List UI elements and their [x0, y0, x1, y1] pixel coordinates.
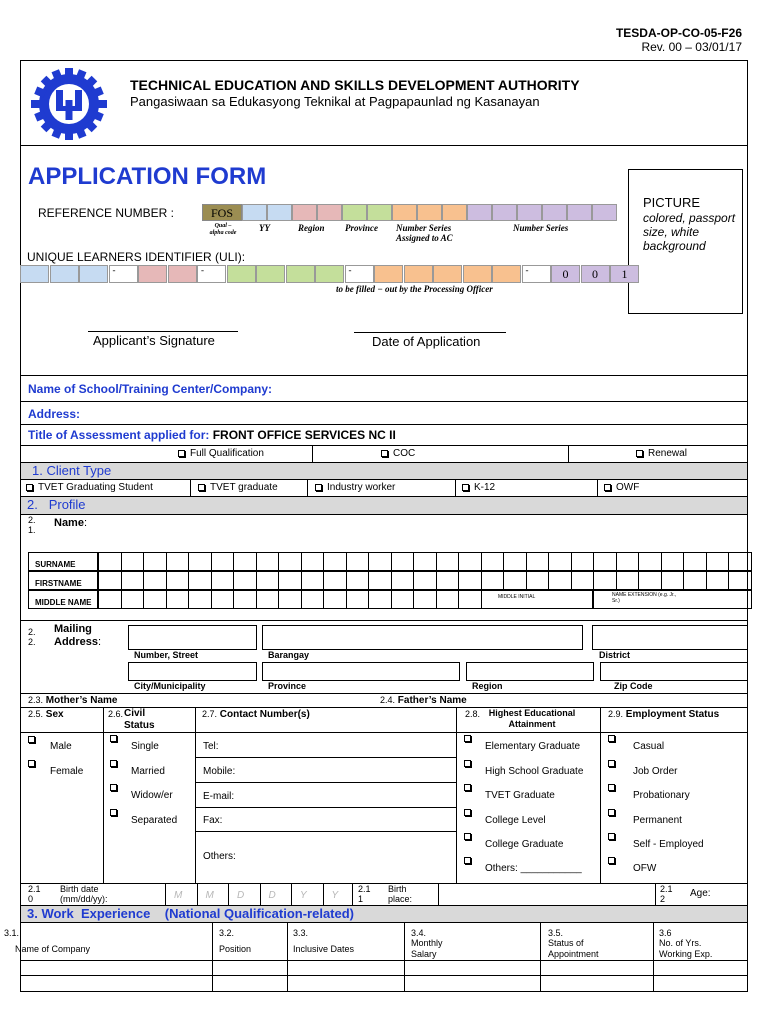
name-letter-cell[interactable] [121, 571, 145, 590]
reference-digit-box[interactable] [542, 204, 567, 221]
uli-dash-box[interactable]: - [109, 265, 138, 283]
agency-name: TECHNICAL EDUCATION AND SKILLS DEVELOPMENT AUTHORITY [130, 77, 580, 93]
uli-digit-box[interactable] [20, 265, 49, 283]
checkbox-icon[interactable] [464, 833, 471, 840]
work-heading: 3. Work Experience (National Qualification-related) [27, 906, 355, 921]
education-item[interactable] [464, 833, 564, 850]
barangay-label: Barangay [268, 650, 310, 660]
checkbox-icon[interactable] [110, 809, 117, 816]
checkbox-icon[interactable] [608, 833, 615, 840]
name-letter-cell[interactable] [233, 552, 257, 571]
region-label: Region [298, 223, 325, 233]
city-field[interactable] [128, 662, 257, 681]
reference-digit-box[interactable] [317, 204, 342, 221]
name-letter-cell[interactable] [256, 571, 280, 590]
name-letter-cell[interactable] [638, 571, 662, 590]
mailing-label: Mailing Address: [54, 623, 102, 648]
uli-dash-box[interactable]: - [197, 265, 226, 283]
name-letter-cell[interactable] [166, 590, 190, 609]
surname-label: SURNAME [35, 560, 76, 569]
checkbox-icon[interactable] [608, 809, 615, 816]
uli-digit-box[interactable] [227, 265, 256, 283]
birthdate-digit-box[interactable]: M [165, 884, 197, 905]
civil-status-item[interactable] [110, 760, 165, 777]
name-letter-cell[interactable] [166, 552, 190, 571]
name-letter-cell[interactable] [503, 552, 527, 571]
birthdate-digit-box[interactable]: D [260, 884, 292, 905]
education-label: College Graduate [485, 839, 564, 850]
employment-item[interactable] [608, 857, 657, 874]
client-k12[interactable]: K-12 [462, 482, 495, 493]
reference-digit-box[interactable] [267, 204, 292, 221]
name-letter-cell[interactable] [413, 571, 437, 590]
name-num: 2. 1. [28, 515, 36, 535]
name-letter-cell[interactable] [256, 590, 280, 609]
name-letter-cell[interactable] [436, 590, 460, 609]
name-letter-cell[interactable] [391, 590, 415, 609]
checkbox-icon[interactable] [608, 735, 615, 742]
education-label: Elementary Graduate [485, 741, 581, 752]
name-letter-cell[interactable] [728, 571, 752, 590]
work-col-4-num: 3.4. [411, 928, 427, 938]
work-col-6-num: 3.6 [659, 928, 672, 938]
uli-digit-box[interactable] [138, 265, 167, 283]
work-col-1-num: 3.1. [4, 928, 20, 938]
checkbox-icon[interactable] [608, 784, 615, 791]
name-letter-cell[interactable] [323, 552, 347, 571]
name-extension-label: NAME EXTENSION (e.g. Jr., Sr.) [612, 592, 682, 604]
name-letter-cell[interactable] [571, 571, 595, 590]
name-letter-cell[interactable] [188, 571, 212, 590]
education-label: Others: ___________ [485, 863, 582, 874]
reference-digit-box[interactable] [392, 204, 417, 221]
name-letter-cell[interactable] [368, 571, 392, 590]
employment-label: Casual [633, 741, 665, 752]
name-letter-cell[interactable] [233, 571, 257, 590]
civil-status-label: Widow/er [131, 790, 173, 801]
series-ac-label: Number Series Assigned to AC [396, 223, 453, 243]
sex-female[interactable]: Female [28, 760, 73, 771]
employment-item[interactable] [608, 809, 682, 826]
name-letter-cell[interactable] [458, 552, 482, 571]
client-type-heading: 1. Client Type [32, 463, 112, 478]
name-letter-cell[interactable] [548, 571, 572, 590]
name-letter-cell[interactable] [481, 571, 505, 590]
civil-status-label: Separated [131, 815, 178, 826]
educ-heading: Highest Educational Attainment [488, 708, 576, 729]
checkbox-icon[interactable] [178, 450, 185, 457]
age-num: 2.1 2 [660, 884, 673, 904]
reference-digit-box[interactable] [417, 204, 442, 221]
zip-field[interactable] [600, 662, 748, 681]
checkbox-icon[interactable] [608, 857, 615, 864]
name-letter-cell[interactable] [211, 590, 235, 609]
name-letter-cell[interactable] [458, 571, 482, 590]
uli-digit-box[interactable] [168, 265, 197, 283]
client-owf[interactable]: OWF [604, 482, 639, 493]
civil-heading: Civil Status [124, 708, 155, 731]
name-letter-cell[interactable] [503, 571, 527, 590]
checkbox-icon[interactable] [608, 760, 615, 767]
reference-digit-box[interactable] [342, 204, 367, 221]
checkbox-icon[interactable] [464, 784, 471, 791]
reference-digit-box[interactable] [517, 204, 542, 221]
fos-box [202, 204, 242, 221]
employment-item[interactable] [608, 735, 665, 752]
name-letter-cell[interactable] [143, 571, 167, 590]
yy-label: YY [259, 223, 270, 233]
client-tvet-graduating[interactable]: TVET Graduating Student [26, 482, 153, 493]
mother-name-label[interactable]: 2.3. Mother’s Name [28, 695, 118, 706]
employment-label: OFW [633, 863, 657, 874]
profile-heading: 2. Profile [27, 497, 86, 512]
name-letter-cell[interactable] [436, 571, 460, 590]
father-name-label[interactable]: 2.4. Father’s Name [380, 695, 467, 706]
work-col-2-num: 3.2. [219, 928, 235, 938]
name-letter-cell[interactable] [683, 571, 707, 590]
name-letter-cell[interactable] [166, 571, 190, 590]
client-industry-worker[interactable]: Industry worker [315, 482, 395, 493]
checkbox-icon[interactable] [110, 760, 117, 767]
assessment-label: Title of Assessment applied for: [28, 428, 210, 442]
checkbox-icon[interactable] [110, 735, 117, 742]
picture-title: PICTURE [643, 195, 701, 210]
sex-heading: 2.5. Sex [28, 709, 64, 720]
series-label: Number Series [513, 223, 569, 233]
uli-digit-box[interactable] [404, 265, 433, 283]
birthdate-digit-box[interactable]: Y [291, 884, 323, 905]
reference-digit-box[interactable] [442, 204, 467, 221]
assessment-line [28, 428, 396, 442]
contact-field-row[interactable] [196, 807, 456, 832]
name-letter-cell[interactable] [98, 552, 122, 571]
name-letter-cell[interactable] [616, 552, 640, 571]
reference-digit-box[interactable] [492, 204, 517, 221]
date-application-label: Date of Application [372, 334, 481, 349]
school-label: Name of School/Training Center/Company: [28, 382, 273, 396]
name-letter-cell[interactable] [211, 571, 235, 590]
address-label: Address: [28, 407, 81, 421]
fos-text: FOS [210, 206, 233, 220]
name-letter-cell[interactable] [323, 590, 347, 609]
checkbox-icon[interactable] [464, 760, 471, 767]
name-letter-cell[interactable] [368, 590, 392, 609]
agency-tagline: Pangasiwaan sa Edukasyong Teknikal at Pagpapaunlad ng Kasanayan [130, 94, 540, 109]
reference-digit-box[interactable] [242, 204, 267, 221]
name-letter-cell[interactable] [391, 552, 415, 571]
client-tvet-graduate[interactable]: TVET graduate [198, 482, 278, 493]
uli-label: UNIQUE LEARNERS IDENTIFIER (ULI): [27, 250, 246, 264]
uli-digit-box[interactable]: 0 [551, 265, 580, 283]
contact-field-label: Fax: [203, 815, 223, 826]
form-code: TESDA-OP-CO-05-F26 [615, 26, 742, 40]
checkbox-icon[interactable] [464, 735, 471, 742]
employment-label: Job Order [633, 766, 678, 777]
name-letter-cell[interactable] [481, 552, 505, 571]
birthdate-digit-box[interactable]: M [197, 884, 229, 905]
employment-label: Probationary [633, 790, 690, 801]
checkbox-icon[interactable] [198, 484, 205, 491]
name-letter-cell[interactable] [413, 552, 437, 571]
name-letter-cell[interactable] [143, 590, 167, 609]
birthdate-digit-box[interactable]: Y [323, 884, 355, 905]
education-item[interactable] [464, 784, 555, 801]
reference-digit-box[interactable] [292, 204, 317, 221]
work-col-6-label: No. of Yrs. Working Exp. [659, 938, 713, 959]
name-letter-cell[interactable] [346, 571, 370, 590]
barangay-field[interactable] [262, 625, 583, 650]
name-letter-cell[interactable] [661, 552, 685, 571]
name-letter-cell[interactable] [526, 552, 550, 571]
employment-item[interactable] [608, 784, 690, 801]
uli-digit-box[interactable]: 1 [610, 265, 639, 283]
education-label: High School Graduate [485, 766, 584, 777]
name-letter-cell[interactable] [278, 571, 302, 590]
name-letter-cell[interactable] [638, 552, 662, 571]
name-label: Name: [54, 517, 88, 529]
qual-label: Qual – alpha code [209, 223, 237, 236]
reference-digit-box[interactable] [592, 204, 617, 221]
contact-others-label: Others: [203, 851, 236, 862]
name-letter-cell[interactable] [98, 590, 122, 609]
name-letter-cell[interactable] [458, 590, 482, 609]
name-letter-cell[interactable] [121, 590, 145, 609]
employment-label: Permanent [633, 815, 682, 826]
contact-heading: 2.7. Contact Number(s) [202, 709, 310, 720]
uli-dash-box[interactable]: - [522, 265, 551, 283]
checkbox-icon[interactable] [28, 736, 35, 743]
revision: Rev. 00 – 03/01/17 [641, 40, 742, 54]
province-field[interactable] [262, 662, 460, 681]
civil-status-item[interactable] [110, 809, 178, 826]
name-letter-cell[interactable] [728, 552, 752, 571]
contact-field-label: E-mail: [203, 791, 235, 802]
civil-status-label: Married [131, 766, 165, 777]
district-field[interactable] [592, 625, 748, 650]
name-letter-cell[interactable] [301, 552, 325, 571]
city-label: City/Municipality [134, 681, 206, 691]
uli-digit-box[interactable] [374, 265, 403, 283]
age-label: Age: [690, 888, 711, 899]
name-letter-cell[interactable] [188, 552, 212, 571]
birthdate-digit-box[interactable]: D [228, 884, 260, 905]
work-col-1-label: Name of Company [15, 944, 91, 954]
province-label: Province [268, 681, 307, 691]
checkbox-icon[interactable] [462, 484, 469, 491]
employment-item[interactable] [608, 833, 704, 850]
reference-digit-box[interactable] [367, 204, 392, 221]
uli-digit-box[interactable] [79, 265, 108, 283]
uli-digit-box[interactable] [256, 265, 285, 283]
name-letter-cell[interactable] [593, 552, 617, 571]
uli-digit-box[interactable] [286, 265, 315, 283]
firstname-label: FIRSTNAME [35, 579, 82, 588]
checkbox-icon[interactable] [381, 450, 388, 457]
name-letter-cell[interactable] [278, 590, 302, 609]
educ-num: 2.8. [465, 709, 481, 719]
region-field[interactable] [466, 662, 594, 681]
name-letter-cell[interactable] [706, 571, 730, 590]
uli-digit-box[interactable] [50, 265, 79, 283]
name-letter-cell[interactable] [616, 571, 640, 590]
uli-digit-box[interactable] [463, 265, 492, 283]
tesda-gear-logo-icon [26, 64, 112, 144]
checkbox-icon[interactable] [464, 857, 471, 864]
name-letter-cell[interactable] [346, 552, 370, 571]
contact-field-row[interactable] [196, 783, 456, 808]
name-letter-cell[interactable] [548, 552, 572, 571]
province-label: Province [345, 223, 378, 233]
work-col-3-label: Inclusive Dates [293, 944, 355, 954]
reference-label: REFERENCE NUMBER : [38, 206, 175, 220]
picture-desc: colored, passport size, white background [643, 211, 736, 253]
option-renewal[interactable]: Renewal [636, 448, 687, 459]
uli-digit-box[interactable] [315, 265, 344, 283]
name-letter-cell[interactable] [211, 552, 235, 571]
middlename-label: MIDDLE NAME [35, 598, 92, 607]
checkbox-icon[interactable] [110, 784, 117, 791]
checkbox-icon[interactable] [636, 450, 643, 457]
name-letter-cell[interactable] [301, 590, 325, 609]
name-letter-cell[interactable] [436, 552, 460, 571]
checkbox-icon[interactable] [26, 484, 33, 491]
name-letter-cell[interactable] [98, 571, 122, 590]
reference-digit-box[interactable] [567, 204, 592, 221]
uli-digit-box[interactable] [492, 265, 521, 283]
name-letter-cell[interactable] [256, 552, 280, 571]
form-title: APPLICATION FORM [28, 163, 267, 190]
uli-note: to be filled − out by the Processing Officer [336, 284, 493, 294]
birthdate-label: Birth date (mm/dd/yy): [60, 884, 108, 904]
employment-item[interactable] [608, 760, 678, 777]
birthplace-label: Birth place: [388, 884, 413, 904]
name-letter-cell[interactable] [323, 571, 347, 590]
uli-dash-box[interactable]: - [345, 265, 374, 283]
region-label: Region [472, 681, 503, 691]
education-label: TVET Graduate [485, 790, 555, 801]
work-col-5-label: Status of Appointment [548, 938, 599, 959]
uli-digit-box[interactable] [433, 265, 462, 283]
district-label: District [599, 650, 631, 660]
employment-label: Self - Employed [633, 839, 704, 850]
birthplace-num: 2.1 1 [358, 884, 371, 904]
checkbox-icon[interactable] [464, 809, 471, 816]
education-label: College Level [485, 815, 546, 826]
name-letter-cell[interactable] [143, 552, 167, 571]
work-col-3-num: 3.3. [293, 928, 309, 938]
name-letter-cell[interactable] [233, 590, 257, 609]
name-letter-cell[interactable] [661, 571, 685, 590]
contact-field-label: Mobile: [203, 766, 236, 777]
contact-field-row[interactable] [196, 733, 456, 758]
name-letter-cell[interactable] [593, 571, 617, 590]
name-letter-cell[interactable] [526, 571, 550, 590]
civil-num: 2.6. [108, 709, 124, 719]
checkbox-icon[interactable] [28, 760, 35, 767]
uli-digit-box[interactable]: 0 [581, 265, 610, 283]
assessment-value: FRONT OFFICE SERVICES NC II [212, 428, 396, 442]
number-street-field[interactable] [128, 625, 257, 650]
work-col-2-label: Position [219, 944, 252, 954]
education-item[interactable] [464, 809, 546, 826]
reference-digit-box[interactable] [467, 204, 492, 221]
emp-heading: 2.9. Employment Status [608, 709, 720, 720]
name-letter-cell[interactable] [706, 552, 730, 571]
name-letter-cell[interactable] [391, 571, 415, 590]
name-letter-cell[interactable] [368, 552, 392, 571]
name-letter-cell[interactable] [188, 590, 212, 609]
education-item[interactable] [464, 760, 584, 777]
name-letter-cell[interactable] [121, 552, 145, 571]
civil-status-item[interactable] [110, 784, 173, 801]
number-street-label: Number, Street [134, 650, 199, 660]
name-letter-cell[interactable] [571, 552, 595, 571]
name-letter-cell[interactable] [683, 552, 707, 571]
civil-status-label: Single [131, 741, 159, 752]
name-letter-cell[interactable] [346, 590, 370, 609]
mailing-num: 2. 2. [28, 627, 36, 647]
checkbox-icon[interactable] [315, 484, 322, 491]
name-letter-cell[interactable] [413, 590, 437, 609]
option-coc[interactable]: COC [381, 448, 415, 459]
work-col-5-num: 3.5. [548, 928, 564, 938]
education-item[interactable] [464, 857, 582, 874]
middle-initial-label: MIDDLE INITIAL [498, 594, 536, 600]
sex-male[interactable]: Male [28, 736, 62, 747]
name-letter-cell[interactable] [301, 571, 325, 590]
applicant-signature-label: Applicant’s Signature [93, 333, 215, 348]
option-full-qualification[interactable]: Full Qualification [178, 448, 264, 459]
zip-label: Zip Code [614, 681, 653, 691]
work-col-4-label: Monthly Salary [411, 938, 443, 959]
education-item[interactable] [464, 735, 581, 752]
contact-field-label: Tel: [203, 741, 219, 752]
civil-status-item[interactable] [110, 735, 159, 752]
name-letter-cell[interactable] [278, 552, 302, 571]
checkbox-icon[interactable] [604, 484, 611, 491]
birthdate-num: 2.1 0 [28, 884, 41, 904]
